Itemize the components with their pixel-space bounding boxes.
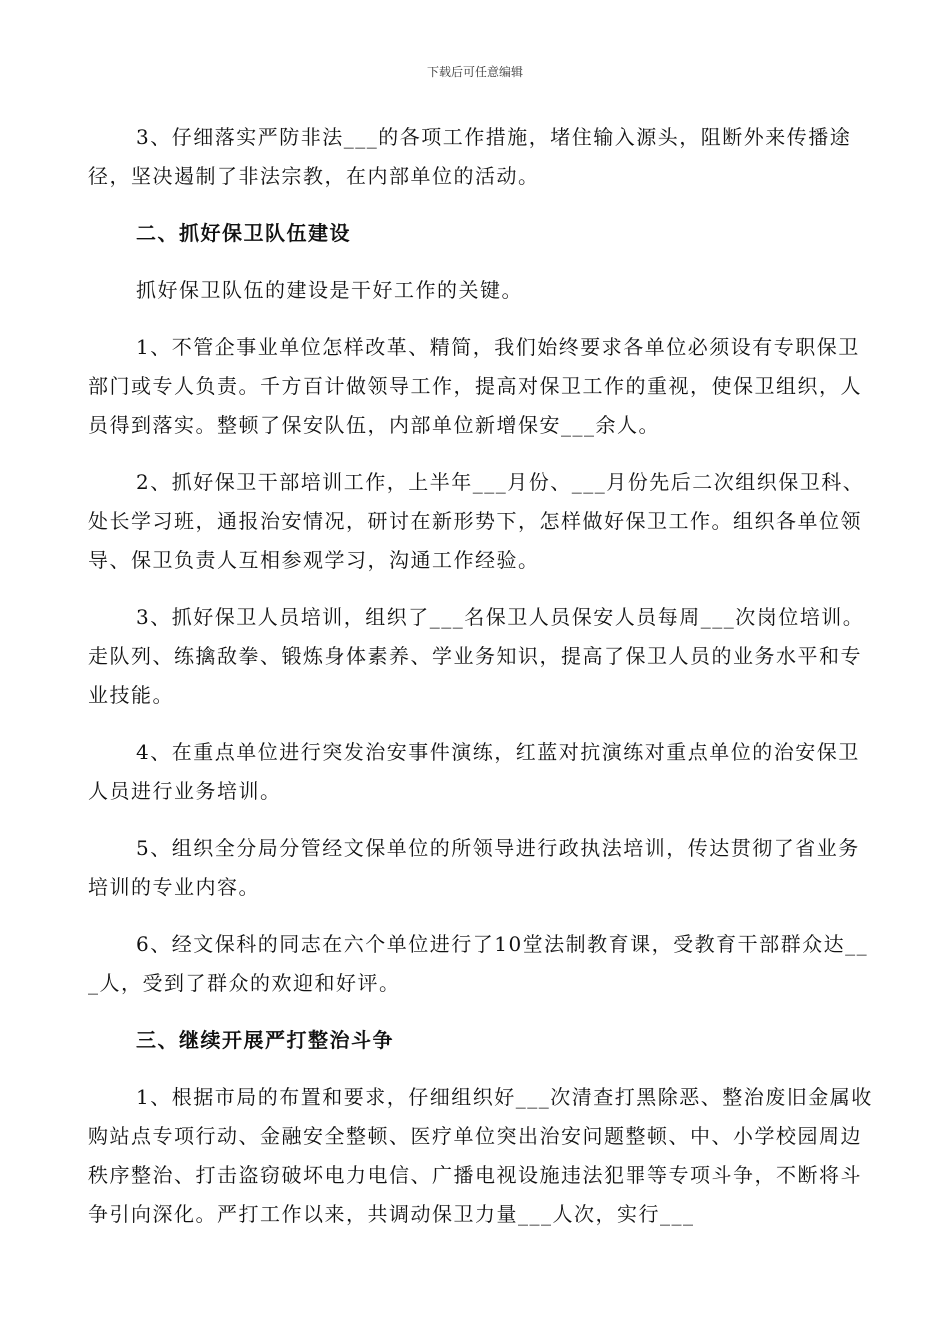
paragraph: 抓好保卫队伍的建设是干好工作的关键。 <box>136 278 523 302</box>
section-heading: 三、继续开展严打整治斗争 <box>136 1028 394 1052</box>
paragraph: 3、仔细落实严防非法___的各项工作措施，堵住输入源头，阻断外来传播途径，坚决遏制了非法宗教，在内部单位的活动。 <box>88 125 852 188</box>
paragraph: 5、组织全分局分管经文保单位的所领导进行政执法培训，传达贯彻了省业务培训的专业内容。 <box>88 836 860 899</box>
paragraph: 1、不管企事业单位怎样改革、精简，我们始终要求各单位必须设有专职保卫部门或专人负责。千方百计做领导工作，提高对保卫工作的重视，使保卫组织，人员得到落实。整顿了保安队伍，内部单位新增保安___余人。 <box>88 335 862 437</box>
paragraph: 2、抓好保卫干部培训工作，上半年___月份、___月份先后二次组织保卫科、处长学习班，通报治安情况，研讨在新形势下，怎样做好保卫工作。组织各单位领导、保卫负责人互相参观学习，沟通工作经验。 <box>88 470 865 572</box>
paragraph: 3、抓好保卫人员培训，组织了___名保卫人员保安人员每周___次岗位培训。走队列、练擒敌拳、锻炼身体素养、学业务知识，提高了保卫人员的业务水平和专业技能。 <box>88 605 865 707</box>
paragraph: 6、经文保科的同志在六个单位进行了10堂法制教育课，受教育干部群众达___人，受到了群众的欢迎和好评。 <box>88 932 869 995</box>
page-header: 下载后可任意编辑 <box>426 65 523 79</box>
paragraph: 4、在重点单位进行突发治安事件演练，红蓝对抗演练对重点单位的治安保卫人员进行业务培训。 <box>88 740 860 803</box>
section-heading: 二、抓好保卫队伍建设 <box>136 221 351 245</box>
paragraph: 1、根据市局的布置和要求，仔细组织好___次清查打黑除恶、整治废旧金属收购站点专项行动、金融安全整顿、医疗单位突出治安问题整顿、中、小学校园周边秩序整治、打击盗窃破坏电力电信、广播电视设施违法犯罪等专项斗争，不断将斗争引向深化。严打工作以来，共调动保卫力量___人次，实行___ <box>88 1085 873 1226</box>
document-body <box>88 118 873 1252</box>
